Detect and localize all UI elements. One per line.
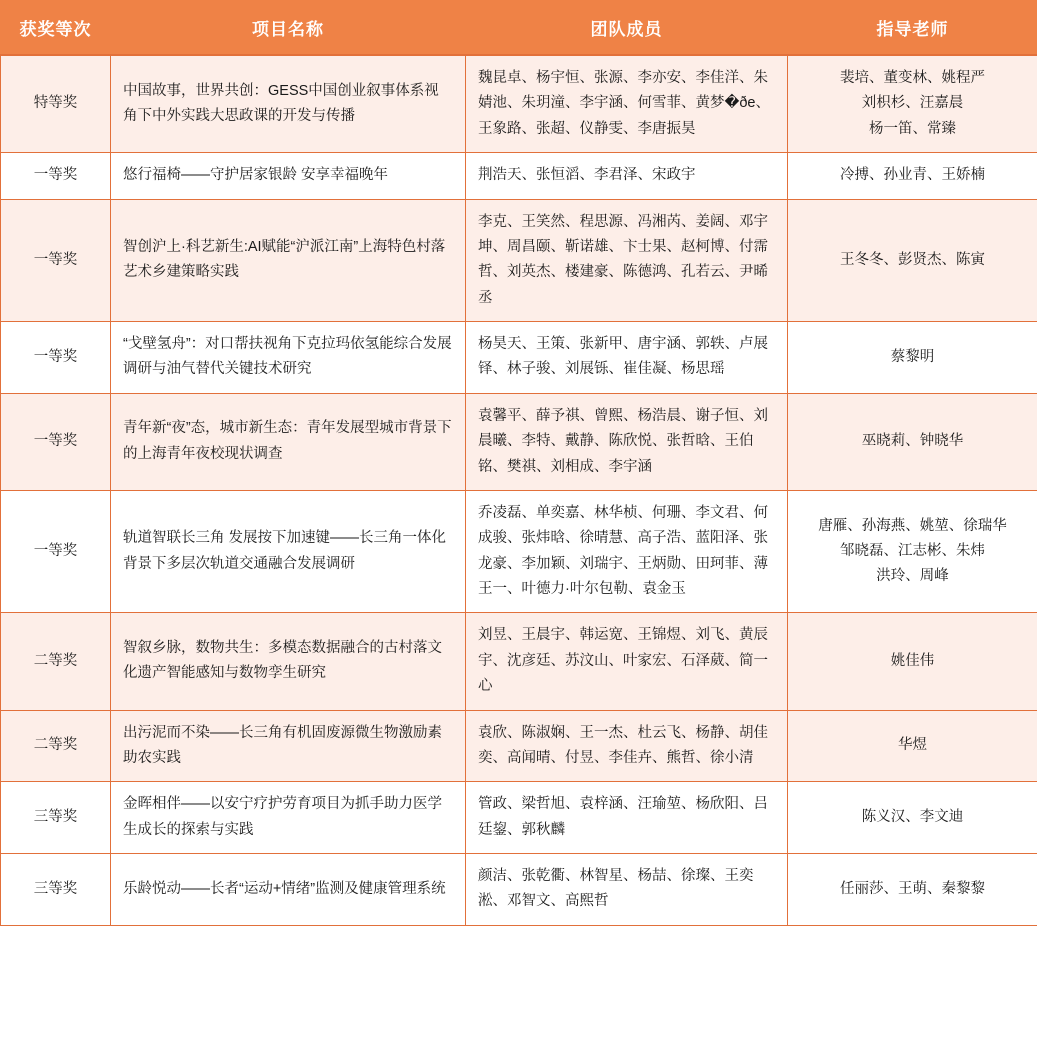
table-row: [1, 153, 1037, 199]
cell-members: 管政、梁哲旭、袁梓涵、汪瑜堃、杨欣阳、吕廷鋆、郭秋麟: [466, 782, 788, 854]
cell-grade: 二等奖: [1, 613, 111, 710]
cell-members: 李克、王笑然、程思源、冯湘芮、姜阔、邓宇坤、周昌颐、靳诺雄、卞士果、赵柯博、付霈哲、刘英杰、楼建豪、陈德鸿、孔若云、尹晞丞: [466, 199, 788, 322]
cell-members: 乔凌磊、单奕嘉、林华桢、何珊、李文君、何成骏、张炜晗、徐晴慧、高子浩、蓝阳泽、张龙豪、李加颖、刘瑞宇、王炳勋、田珂菲、薄王一、叶德力·叶尔包勒、袁金玉: [466, 490, 788, 613]
table-row: [1, 393, 1037, 490]
cell-members: 袁欣、陈淑娴、王一杰、杜云飞、杨静、胡佳奕、高闻晴、付昱、李佳卉、熊哲、徐小清: [466, 710, 788, 782]
cell-teachers: 姚佳伟: [788, 613, 1037, 710]
cell-project: 智创沪上·科艺新生:AI赋能“沪派江南”上海特色村落艺术乡建策略实践: [111, 199, 466, 322]
column-header-members: 团队成员: [466, 1, 788, 56]
table-row: [1, 322, 1037, 394]
cell-members: 魏昆卓、杨宇恒、张源、李亦安、李佳洋、朱婧池、朱玥潼、李宇涵、何雪菲、黄梦�ðe、王象路、张超、仪静雯、李唐振昊: [466, 55, 788, 153]
cell-teachers: 冷搏、孙业青、王娇楠: [788, 153, 1037, 199]
cell-project: 金晖相伴——以安宁疗护劳育项目为抓手助力医学生成长的探索与实践: [111, 782, 466, 854]
cell-project: 中国故事，世界共创：GESS中国创业叙事体系视角下中外实践大思政课的开发与传播: [111, 55, 466, 153]
table-row: [1, 199, 1037, 322]
table-row: [1, 782, 1037, 854]
cell-grade: 三等奖: [1, 782, 111, 854]
cell-teachers: 蔡黎明: [788, 322, 1037, 394]
cell-grade: 一等奖: [1, 199, 111, 322]
cell-teachers: 华煜: [788, 710, 1037, 782]
cell-project: 智叙乡脉，数物共生：多模态数据融合的古村落文化遗产智能感知与数物孪生研究: [111, 613, 466, 710]
table-row: [1, 854, 1037, 926]
cell-teachers: 王冬冬、彭贤杰、陈寅: [788, 199, 1037, 322]
cell-grade: 一等奖: [1, 322, 111, 394]
cell-teachers: 巫晓莉、钟晓华: [788, 393, 1037, 490]
column-header-teachers: 指导老师: [788, 1, 1037, 56]
table-row: [1, 55, 1037, 153]
cell-grade: 二等奖: [1, 710, 111, 782]
table-header: [1, 1, 1037, 56]
column-header-grade: 获奖等次: [1, 1, 111, 56]
cell-project: 青年新“夜”态，城市新生态：青年发展型城市背景下的上海青年夜校现状调查: [111, 393, 466, 490]
cell-project: 悠行福椅——守护居家银龄 安享幸福晚年: [111, 153, 466, 199]
cell-members: 荆浩天、张恒滔、李君泽、宋政宇: [466, 153, 788, 199]
cell-grade: 特等奖: [1, 55, 111, 153]
cell-teachers: 任丽莎、王萌、秦黎黎: [788, 854, 1037, 926]
cell-grade: 一等奖: [1, 490, 111, 613]
cell-grade: 一等奖: [1, 153, 111, 199]
table-body: [1, 55, 1037, 925]
table-header-row: [1, 1, 1037, 56]
cell-teachers: 唐雁、孙海燕、姚堃、徐瑞华 邹晓磊、江志彬、朱炜 洪玲、周峰: [788, 490, 1037, 613]
table-row: [1, 490, 1037, 613]
cell-members: 袁馨平、薛予祺、曾熙、杨浩晨、谢子恒、刘晨曦、李特、戴静、陈欣悦、张哲晗、王伯铭、樊祺、刘相成、李宇涵: [466, 393, 788, 490]
cell-teachers: 陈义汉、李文迪: [788, 782, 1037, 854]
cell-grade: 三等奖: [1, 854, 111, 926]
column-header-project: 项目名称: [111, 1, 466, 56]
cell-project: 乐龄悦动——长者“运动+情绪”监测及健康管理系统: [111, 854, 466, 926]
cell-members: 杨昊天、王策、张新甲、唐宇涵、郭轶、卢展铎、林子骏、刘展铄、崔佳凝、杨思瑶: [466, 322, 788, 394]
cell-project: 出污泥而不染——长三角有机固废源微生物激励素助农实践: [111, 710, 466, 782]
cell-project: 轨道智联长三角 发展按下加速键——长三角一体化背景下多层次轨道交通融合发展调研: [111, 490, 466, 613]
cell-members: 刘昱、王晨宇、韩运宽、王锦煜、刘飞、黄辰宇、沈彦廷、苏汶山、叶家宏、石泽葳、简一心: [466, 613, 788, 710]
cell-project: “戈壁氢舟”：对口帮扶视角下克拉玛依氢能综合发展调研与油气替代关键技术研究: [111, 322, 466, 394]
table-row: [1, 710, 1037, 782]
cell-grade: 一等奖: [1, 393, 111, 490]
cell-teachers: 裴培、董变林、姚程严 刘枳杉、汪嘉晨 杨一笛、常臻: [788, 55, 1037, 153]
table-row: [1, 613, 1037, 710]
cell-members: 颜洁、张乾衢、林智星、杨喆、徐璨、王奕淞、邓智文、高熙哲: [466, 854, 788, 926]
